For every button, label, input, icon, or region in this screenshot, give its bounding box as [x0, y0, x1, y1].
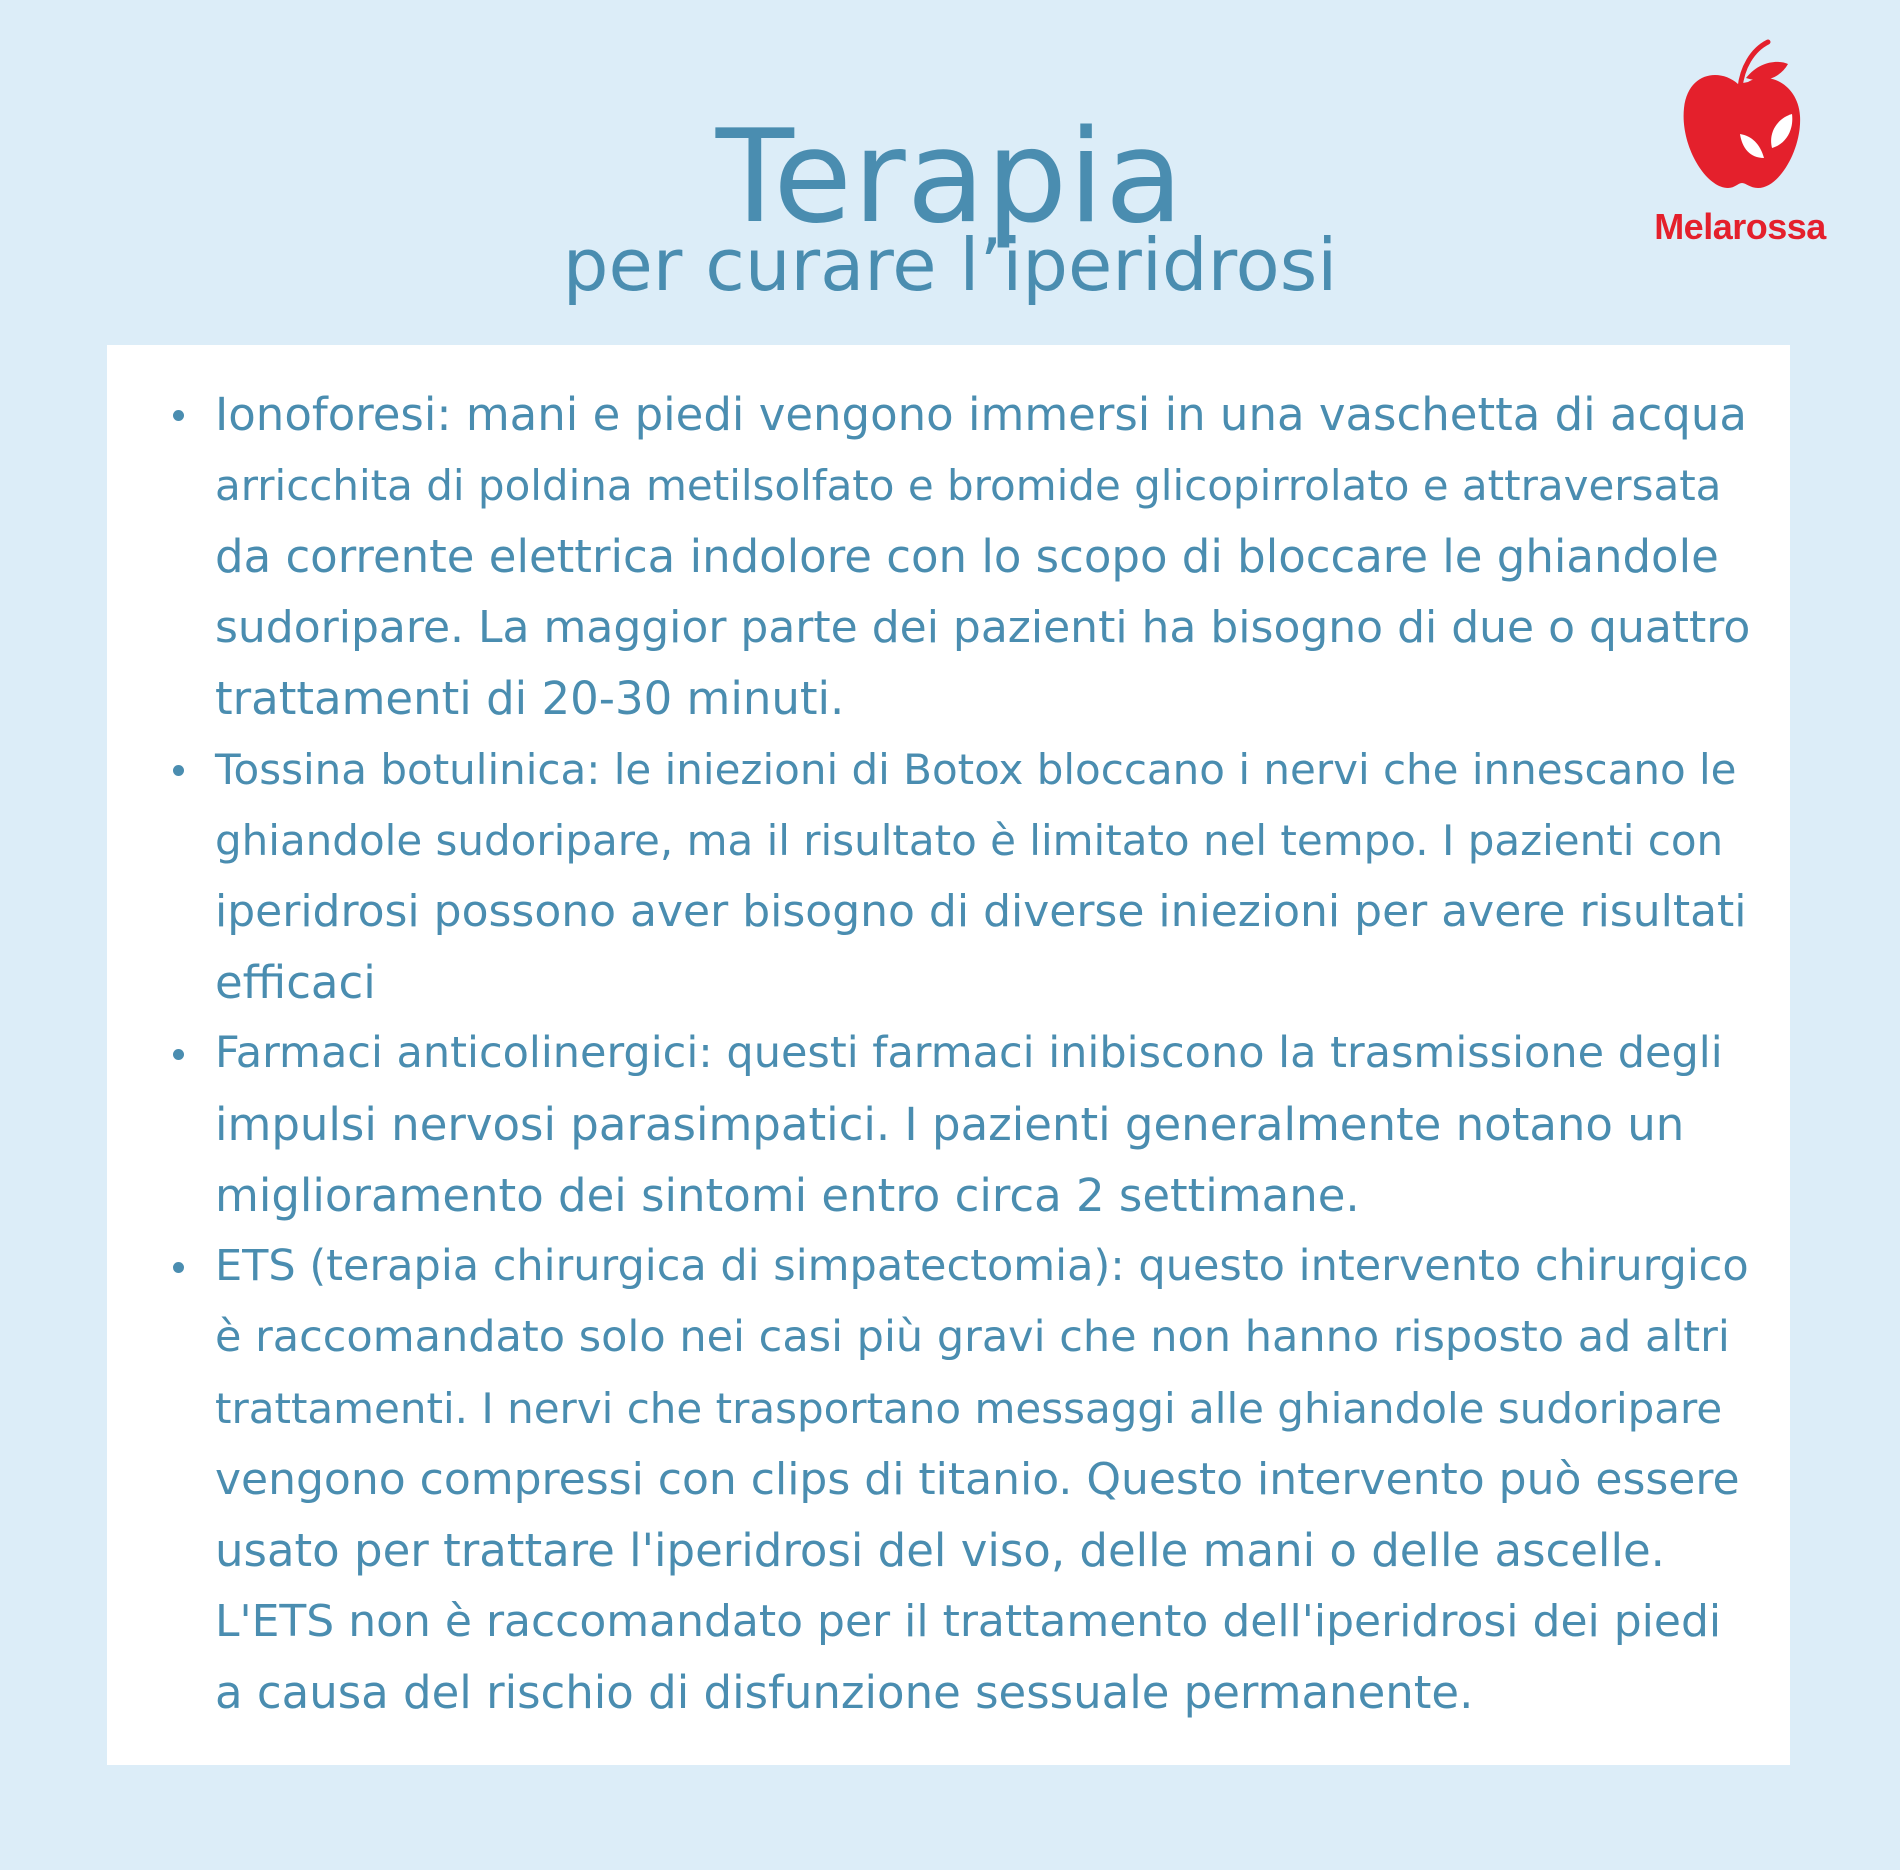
item-text-line: da corrente elettrica indolore con lo scopo di bloccare le ghiandole — [215, 530, 1719, 583]
brand-name: Melarossa — [1654, 206, 1826, 247]
item-text-line: Ionoforesi: mani e piedi vengono immersi in una vaschetta di acqua — [215, 388, 1747, 441]
item-text-line: iperidrosi possono aver bisogno di diverse iniezioni per avere risultati — [215, 886, 1747, 937]
item-text-line: è raccomandato solo nei casi più gravi che non hanno risposto ad altri — [215, 1312, 1730, 1362]
item-text-line: Tossina botulinica: le iniezioni di Botox bloccano i nervi che innescano le — [215, 745, 1737, 794]
item-text-line: sudoripare. La maggior parte dei pazienti ha bisogno di due o quattro — [215, 602, 1751, 653]
item-text-line: impulsi nervosi parasimpatici. I pazienti generalmente notano un — [215, 1098, 1685, 1151]
list-item — [165, 379, 1750, 734]
item-text-line: a causa del rischio di disfunzione sessuale permanente. — [215, 1666, 1474, 1719]
item-text-line: trattamenti. I nervi che trasportano messaggi alle ghiandole sudoripare — [215, 1384, 1723, 1433]
item-text-line: trattamenti di 20-30 minuti. — [215, 672, 845, 725]
item-text-line: vengono compressi con clips di titanio. Questo intervento può essere — [215, 1454, 1740, 1505]
list-item — [165, 1018, 1750, 1231]
content-card — [107, 345, 1790, 1765]
bullet-icon — [173, 1049, 184, 1060]
item-text-line: usato per trattare l'iperidrosi del viso, delle mani o delle ascelle. — [215, 1524, 1665, 1577]
bullet-icon — [173, 1262, 184, 1273]
list-item — [165, 1231, 1750, 1728]
page-subtitle: per curare l’iperidrosi — [562, 223, 1338, 307]
item-text-line: miglioramento dei sintomi entro circa 2 settimane. — [215, 1169, 1360, 1222]
item-text-line: ghiandole sudoripare, ma il risultato è limitato nel tempo. I pazienti con — [215, 816, 1724, 865]
apple-icon — [1680, 38, 1804, 198]
item-text-line: arricchita di poldina metilsolfato e bromide glicopirrolato e attraversata — [215, 461, 1722, 510]
item-text-line: efficaci — [215, 956, 376, 1009]
item-text-line: ETS (terapia chirurgica di simpatectomia): questo intervento chirurgico — [215, 1241, 1749, 1291]
item-text-line: L'ETS non è raccomandato per il trattamento dell'iperidrosi dei piedi — [215, 1596, 1722, 1647]
page-title: Terapia — [715, 102, 1185, 252]
therapy-list — [107, 345, 1790, 1728]
brand-logo — [1640, 38, 1840, 248]
item-text-line: Farmaci anticolinergici: questi farmaci inibiscono la trasmissione degli — [215, 1028, 1723, 1078]
list-item — [165, 734, 1750, 1018]
bullet-icon — [173, 765, 184, 776]
bullet-icon — [173, 410, 184, 421]
